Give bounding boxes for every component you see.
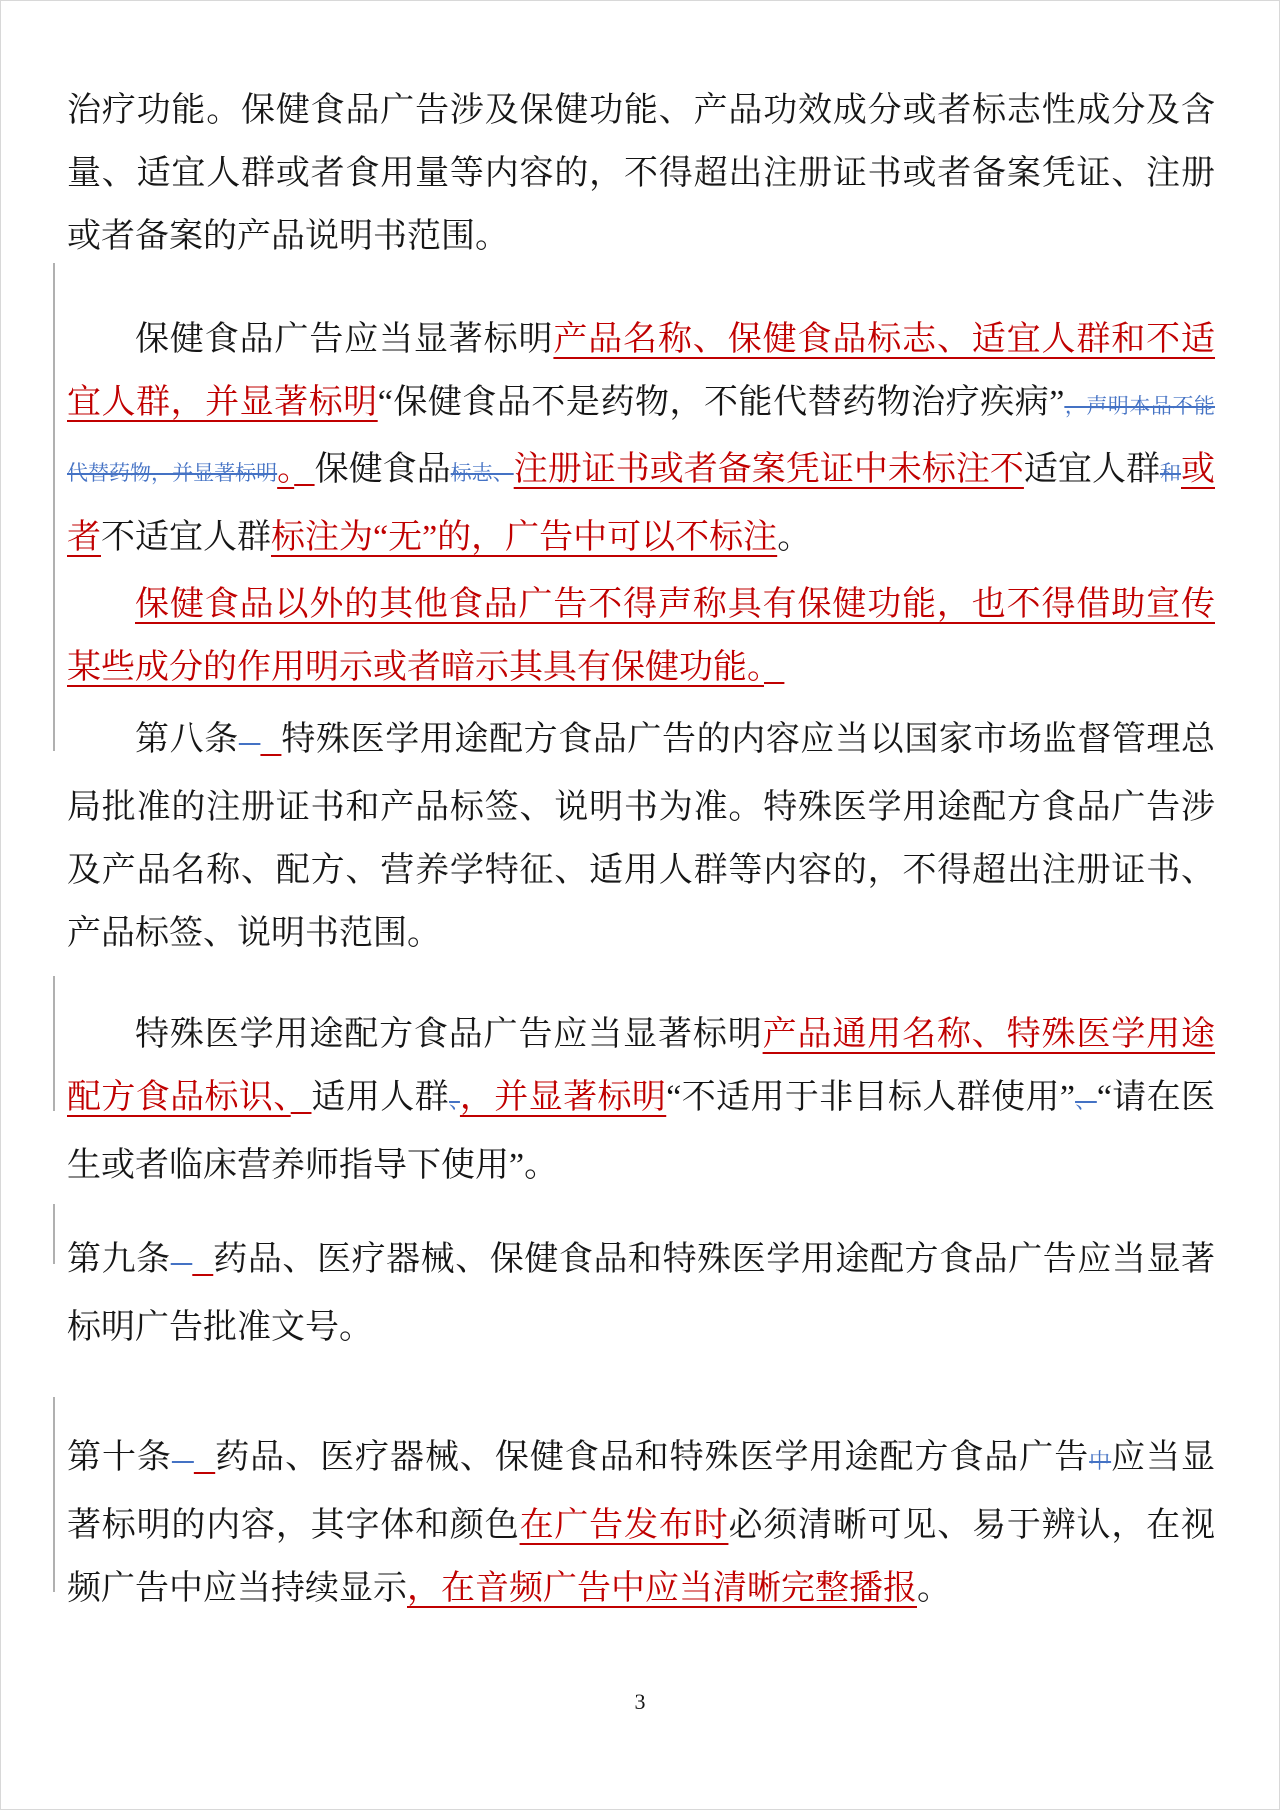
paragraph-p1-health-food-scope bbox=[67, 79, 1215, 268]
text-run: 保健食品广告应当显著标明 bbox=[135, 321, 554, 358]
text-run: 第八条 bbox=[135, 721, 239, 758]
inserted-text: 标注为“无”的，广告中可以不标注 bbox=[271, 519, 778, 556]
paragraph-p2-health-food-labeling bbox=[67, 308, 1215, 569]
text-run: 应当显著标明的内容，其字体和颜色 bbox=[67, 1439, 1216, 1544]
page-footer bbox=[1, 1687, 1279, 1717]
inserted-text bbox=[291, 1091, 312, 1113]
deleted-text bbox=[239, 731, 261, 755]
document-body bbox=[67, 1, 1215, 1620]
page-number: 3 bbox=[634, 1689, 646, 1714]
inserted-text: 产品通用名称、特殊医学用途配方食品标识、 bbox=[67, 1016, 1216, 1116]
text-run: 。 bbox=[917, 1570, 951, 1607]
text-run: “保健食品不是药物，不能代替药物治疗疾病” bbox=[377, 384, 1065, 421]
text-run: 。 bbox=[777, 519, 812, 556]
inserted-text: ，在音频广告中应当清晰完整播报 bbox=[407, 1570, 917, 1607]
inserted-text bbox=[294, 463, 314, 485]
paragraph-p6-article-9 bbox=[67, 1228, 1215, 1359]
inserted-text: 在广告发布时 bbox=[519, 1507, 729, 1544]
inserted-text bbox=[192, 1253, 213, 1275]
text-run: “请在医生或者临床营养师指导下使用”。 bbox=[67, 1079, 1216, 1184]
inserted-text bbox=[260, 733, 281, 755]
paragraph-p4-article-8 bbox=[67, 708, 1215, 965]
paragraph-p7-article-10 bbox=[67, 1426, 1215, 1620]
deleted-text: 、 bbox=[449, 1089, 460, 1113]
inserted-text: 产品名称、保健食品标志、适宜人群和不适宜人群，并显著标明 bbox=[67, 321, 1216, 421]
paragraph-p3-other-food-ads bbox=[67, 573, 1215, 704]
text-run: 适用人群 bbox=[311, 1079, 450, 1116]
inserted-text: 。 bbox=[277, 451, 295, 488]
text-run: 不适宜人群 bbox=[101, 519, 271, 556]
inserted-text bbox=[194, 1451, 215, 1473]
text-run: 药品、医疗器械、保健食品和特殊医学用途配方食品广告 bbox=[215, 1439, 1090, 1476]
text-run: 保健食品 bbox=[314, 451, 451, 488]
inserted-text: ，并显著标明 bbox=[459, 1079, 667, 1116]
text-run: 治疗功能。保健食品广告涉及保健功能、产品功效成分或者标志性成分及含量、适宜人群或者食用量等内容的，不得超出注册证书或者备案凭证、注册或者备案的产品说明书范围。 bbox=[67, 92, 1215, 255]
deleted-text: 、 bbox=[1075, 1089, 1097, 1113]
change-bar bbox=[53, 1397, 55, 1592]
text-run: 必须清晰可见、易于辨认，在视频广告中应当持续显示 bbox=[67, 1507, 1215, 1607]
text-run: 药品、医疗器械、保健食品和特殊医学用途配方食品广告应当显著标明广告批准文号。 bbox=[67, 1241, 1216, 1346]
deleted-text: 中 bbox=[1089, 1449, 1112, 1473]
text-run: 第十条 bbox=[67, 1439, 172, 1476]
text-run: “不适用于非目标人群使用” bbox=[666, 1079, 1076, 1116]
inserted-text: 保健食品以外的其他食品广告不得声称具有保健功能，也不得借助宣传某些成分的作用明示或者暗示其具有保健功能。 bbox=[67, 586, 1215, 686]
change-bar bbox=[53, 263, 55, 751]
deleted-text: 标志、 bbox=[450, 461, 514, 485]
change-bar bbox=[53, 976, 55, 1111]
deleted-text bbox=[172, 1449, 194, 1473]
text-run: 特殊医学用途配方食品广告的内容应当以国家市场监督管理总局批准的注册证书和产品标签、说明书为准。特殊医学用途配方食品广告涉及产品名称、配方、营养学特征、适用人群等内容的，不得超出注册证书、产品标签、说明书范围。 bbox=[67, 721, 1216, 952]
inserted-text: 或者 bbox=[67, 451, 1215, 556]
text-run: 特殊医学用途配方食品广告应当显著标明 bbox=[135, 1016, 763, 1053]
deleted-text: 和 bbox=[1159, 461, 1181, 485]
inserted-text: 注册证书或者备案凭证中未标注不 bbox=[513, 451, 1024, 488]
text-run: 适宜人群 bbox=[1023, 451, 1160, 488]
deleted-text bbox=[171, 1251, 193, 1275]
text-run: 第九条 bbox=[67, 1241, 171, 1278]
inserted-text bbox=[764, 661, 784, 683]
deleted-text: ，声明本品不能代替药物，并显著标明 bbox=[67, 394, 1216, 485]
change-bar bbox=[53, 1204, 55, 1264]
paragraph-p5-fsmp-labeling bbox=[67, 1003, 1215, 1197]
